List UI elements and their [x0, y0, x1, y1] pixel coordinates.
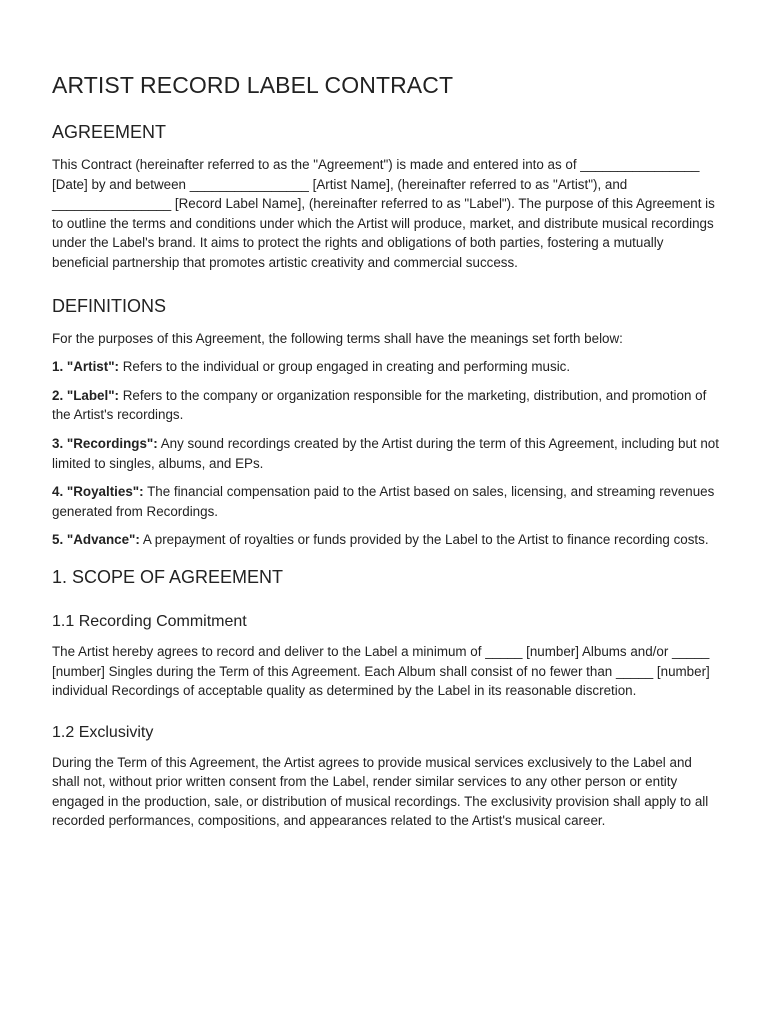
- definition-text: Refers to the company or organization responsible for the marketing, distribution, and promotion of the Artist's recordings.: [52, 387, 707, 423]
- agreement-paragraph: This Contract (hereinafter referred to as the "Agreement") is made and entered into as of ________________ [Date] by and between ________________ [Artist Name], (hereinafter referred to as "Artist"), and ________________ [Record Label Name], (hereinafter referred to as "Label"). The purpose of this Agreement is to outline the terms and conditions under which the Artist will produce, market, and distribute musical recordings under the Label's brand. It aims to protect the rights and obligations of both parties, fostering a mutually beneficial partnership that promotes artistic creativity and commercial success.: [52, 157, 715, 270]
- scope-heading: 1. SCOPE OF AGREEMENT: [52, 566, 284, 587]
- definition-item-label: [52, 386, 720, 425]
- definition-item-royalties: [52, 482, 720, 521]
- definition-item-recordings: [52, 434, 720, 473]
- definition-term: 4. "Royalties":: [52, 484, 144, 500]
- recording-commitment-heading: 1.1 Recording Commitment: [52, 612, 247, 630]
- definition-text: The financial compensation paid to the Artist based on sales, licensing, and streaming revenues generated from Recordings.: [52, 484, 715, 519]
- definition-term: 3. "Recordings":: [52, 435, 158, 451]
- definition-term: 5. "Advance":: [52, 532, 140, 548]
- definition-text: Any sound recordings created by the Artist during the term of this Agreement, including but not limited to singles, albums, and EPs.: [52, 435, 719, 471]
- definition-term: 2. "Label":: [52, 387, 120, 403]
- definition-term: 1. "Artist":: [52, 359, 120, 375]
- definition-item-artist: [52, 357, 720, 377]
- definition-item-advance: [52, 530, 720, 550]
- recording-commitment-paragraph: The Artist hereby agrees to record and deliver to the Label a minimum of _____ [number] Albums and/or _____ [number] Singles during the Term of this Agreement. Each Album shall consist of no fewer than _____ [number] individual Recordings of acceptable quality as determined by the Label in its reasonable discretion.: [52, 643, 710, 699]
- definitions-intro: For the purposes of this Agreement, the following terms shall have the meanings set forth below:: [52, 330, 623, 346]
- definition-text: A prepayment of royalties or funds provided by the Label to the Artist to finance recording costs.: [139, 532, 709, 548]
- definitions-heading: DEFINITIONS: [52, 295, 167, 316]
- agreement-heading: AGREEMENT: [52, 122, 167, 142]
- exclusivity-paragraph: During the Term of this Agreement, the Artist agrees to provide musical services exclusively to the Label and shall not, without prior written consent from the Label, render similar services to any other person or entity engaged in the production, sale, or distribution of musical recordings. The exclusivity provision shall apply to all recorded performances, compositions, and appearances related to the Artist's musical career.: [52, 754, 709, 829]
- exclusivity-heading: 1.2 Exclusivity: [52, 723, 154, 741]
- definition-text: Refers to the individual or group engaged in creating and performing music.: [119, 359, 571, 375]
- document-title: ARTIST RECORD LABEL CONTRACT: [52, 72, 454, 98]
